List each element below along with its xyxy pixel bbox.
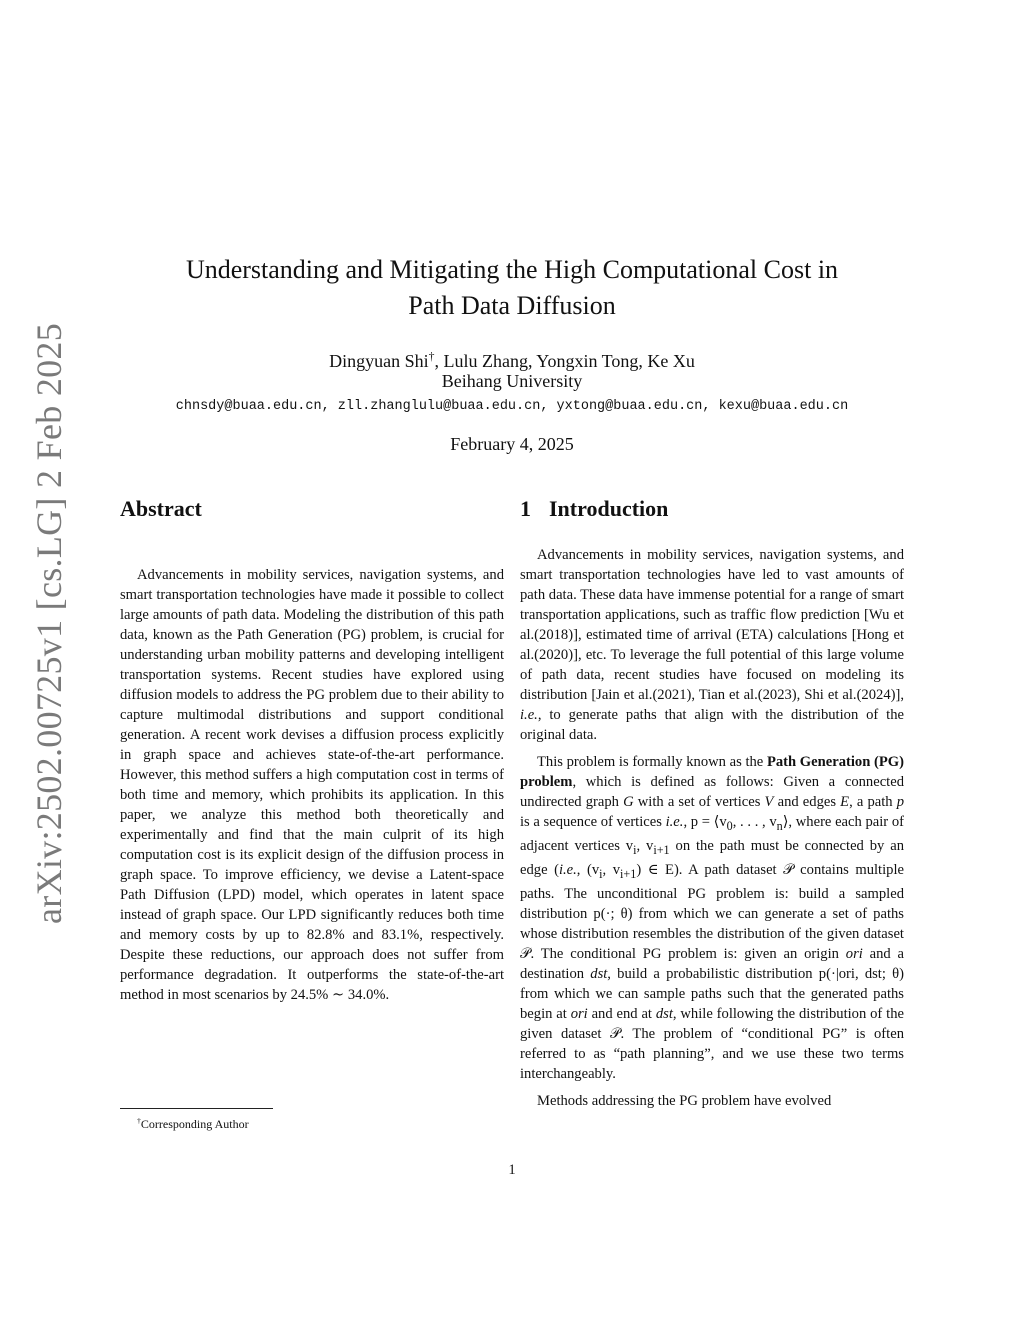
paper-title xyxy=(120,252,904,324)
abstract-heading: Abstract xyxy=(120,496,202,521)
arxiv-identifier-stamp: arXiv:2502.00725v1 [cs.LG] 2 Feb 2025 xyxy=(29,322,69,924)
pg-problem-term: Path Generation (PG) problem xyxy=(520,754,904,790)
footnote-divider xyxy=(120,1108,273,1109)
intro-paragraph-3: Methods addressing the PG problem have evolved xyxy=(537,1092,832,1109)
publication-date: February 4, 2025 xyxy=(450,434,574,454)
section-number: 1 xyxy=(520,496,531,521)
introduction-body xyxy=(520,545,904,1111)
paper-title-line-1: Understanding and Mitigating the High Computational Cost in xyxy=(185,255,839,284)
footnote-text: Corresponding Author xyxy=(140,1117,249,1131)
paper-title-line-2: Path Data Diffusion xyxy=(408,291,616,320)
abstract-paragraph: Advancements in mobility services, navigation systems, and smart transportation technologies have made it possible to collect large amounts of path data. Modeling the distribution of this path data, known as the Path Generation (PG) problem, is crucial for understanding urban mobility patterns and developing intelligent transportation systems. Recent studies have explored using diffusion models to address the PG problem due to their ability to capture multimodal distributions and support conditional generation. A recent work devises a diffusion process explicitly in graph space and achieves state-of-the-art performance. However, this method suffers a high computation cost in terms of both time and memory, which prohibits its application. In this paper, we analyze this method both theoretically and experimentally and find that the main culprit of its high computation cost is its explicit design of the diffusion process in graph space. To improve efficiency, we devise a Latent-space Path Diffusion (LPD) model, which operates in latent space instead of graph space. Our LPD significantly reduces both time and memory costs by up to 82.8% and 83.1%, respectively. Despite these reductions, our approach does not suffer from performance degradation. It outperforms the state-of-the-art method in most scenarios by 24.5% ∼ 34.0%. xyxy=(120,567,504,1003)
first-author: Dingyuan Shi xyxy=(329,351,429,371)
affiliation: Beihang University xyxy=(441,371,583,391)
abstract-body xyxy=(120,565,504,1005)
intro-paragraph-2: This problem is formally known as the Path Generation (PG) problem, which is defined as follows: Given a connected undirected graph G with a set of vertices V and edges E, a path p is a sequence of vertices i.e., $p = ⟨v_0$, . . . , $v_n⟩$, where each pair of adjacent vertices $v_i$, $v_{i+1}$ on the path must be connected by an edge (i.e., ($v_i$, $v_{i+1}$) ∈ E). A path dataset 𝒫 contains multiple paths. The unconditional PG problem is: build a sampled distribution p(·; θ) from which we can generate a set of paths whose distribution resembles the distribution of the given dataset 𝒫. The conditional PG problem is: given an origin ori and a destination dst, build a probabilistic distribution p(·|ori, dst; θ) from which we can sample paths such that the generated paths begin at ori and end at dst, while following the distribution of the given dataset 𝒫. The problem of “conditional PG” is often referred to as “path planning”, and we use these two terms interchangeably. xyxy=(520,754,905,1082)
corresponding-author-mark: † xyxy=(428,350,435,363)
footnote xyxy=(137,1113,249,1132)
page-number: 1 xyxy=(508,1162,516,1178)
section-title: Introduction xyxy=(549,496,669,521)
author-emails: chnsdy@buaa.edu.cn, zll.zhanglulu@buaa.edu.cn, yxtong@buaa.edu.cn, kexu@buaa.edu.cn xyxy=(175,399,849,414)
intro-paragraph-1: Advancements in mobility services, navigation systems, and smart transportation technologies have led to vast amounts of path data. These data have immense potential for a range of smart transportation applications, such as traffic flow prediction [Wu et al.(2018)], estimated time of arrival (ETA) calculations [Hong et al.(2020)], etc. To leverage the full potential of this large volume of path data, recent studies have focused on modeling its distribution [Jain et al.(2021), Tian et al.(2023), Shi et al.(2024)], i.e., to generate paths that align with the distribution of the original data. xyxy=(520,547,904,743)
other-authors: , Lulu Zhang, Yongxin Tong, Ke Xu xyxy=(434,351,695,371)
footnote-mark: † xyxy=(137,1116,141,1125)
introduction-heading xyxy=(520,495,668,523)
